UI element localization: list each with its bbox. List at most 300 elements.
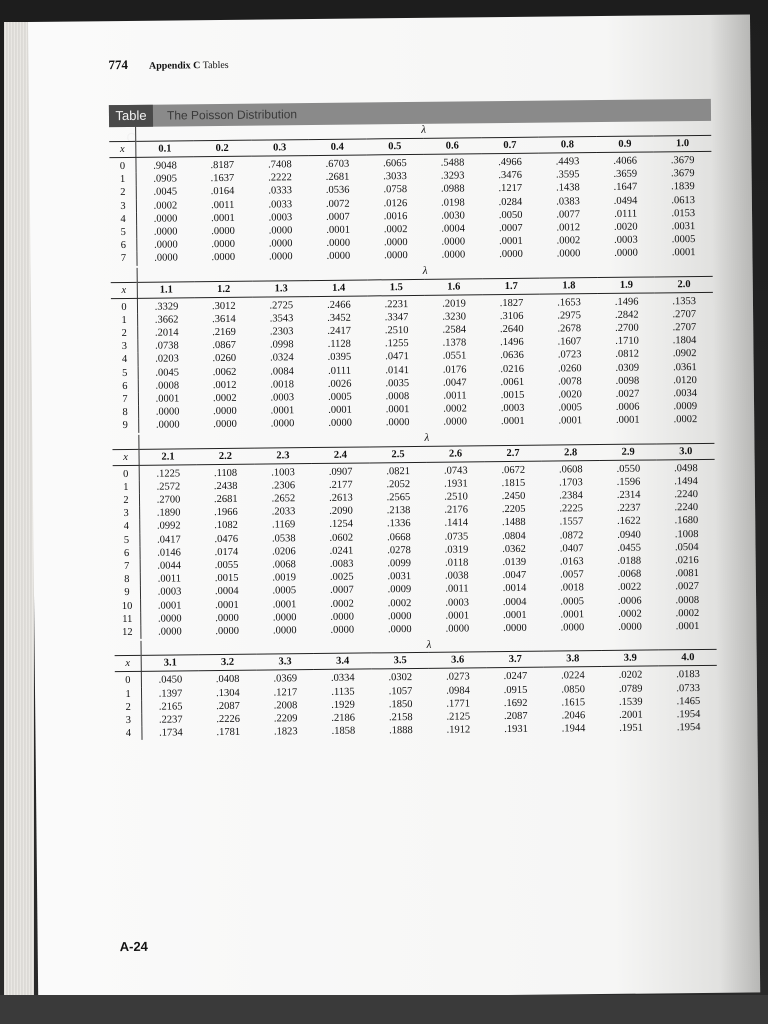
probability-cell: .2205: [501, 504, 526, 516]
probability-cell: .0001: [272, 598, 297, 611]
probability-cell: .1008: [674, 528, 699, 540]
lambda-header: 0.7: [481, 137, 539, 154]
probability-cell: .0361: [672, 361, 697, 373]
probability-cell: .1710: [615, 335, 639, 348]
probability-cell: .0867: [212, 340, 237, 352]
x-value: 4: [115, 727, 142, 740]
probability-cell: .0001: [270, 405, 295, 417]
x-value: 3: [113, 507, 140, 520]
probability-cell: .0735: [444, 531, 469, 543]
probability-cell: .0003: [500, 403, 525, 415]
probability-cell: .0241: [329, 545, 354, 557]
probability-cell: .1815: [501, 477, 526, 489]
probability-cell: .0758: [383, 184, 408, 196]
probability-cell: .0408: [215, 674, 240, 686]
probability-cell: .0000: [157, 613, 182, 625]
x-value: 6: [112, 380, 139, 393]
probability-cell: .1858: [331, 725, 356, 737]
probability-cell: .0613: [671, 194, 695, 206]
probability-cell: .0000: [441, 236, 466, 248]
probability-cell: .0002: [212, 392, 237, 405]
probability-cell: .1804: [672, 335, 697, 347]
probability-cell: .0000: [384, 250, 408, 262]
probability-cell: .0636: [500, 350, 524, 362]
x-value: 5: [112, 367, 139, 380]
probability-cell: .0000: [387, 624, 412, 636]
probability-cell: .0176: [442, 364, 467, 376]
lambda-header: 3.7: [486, 651, 544, 668]
probability-cell: .3329: [154, 301, 179, 313]
probability-cell: .0000: [326, 251, 351, 263]
lambda-header: 2.0: [655, 276, 713, 293]
probability-cell: .0902: [672, 348, 697, 360]
probability-cell: .0099: [387, 558, 412, 570]
lambda-symbol: λ: [422, 264, 428, 277]
probability-cell: .0139: [502, 556, 527, 569]
probability-cell: .1622: [617, 516, 641, 528]
probability-cell: .1465: [676, 695, 701, 707]
probability-cell: .0872: [559, 529, 584, 542]
probability-cell: .2237: [158, 714, 183, 726]
desk-background: [0, 995, 768, 1024]
x-column-header: x: [112, 449, 139, 465]
probability-cell: .2237: [616, 502, 641, 515]
probability-cell: .0020: [613, 221, 638, 233]
probability-cell: .0001: [385, 404, 410, 416]
probability-cell: .0006: [617, 595, 642, 607]
probability-cell: .0003: [614, 234, 638, 247]
probability-cell: .0940: [617, 529, 641, 541]
probability-cell: .1850: [388, 698, 413, 710]
probability-cell: .0498: [674, 462, 698, 474]
lambda-header: 0.4: [308, 139, 366, 156]
probability-cell: .0000: [211, 252, 236, 264]
probability-cell: .0000: [215, 612, 239, 624]
probability-cell: .0025: [329, 571, 354, 584]
probability-cell: .2158: [388, 711, 413, 724]
probability-cell: .0362: [502, 543, 526, 555]
probability-cell: .0031: [671, 221, 696, 233]
probability-cell: .0005: [327, 391, 352, 403]
probability-cell: .0450: [158, 674, 183, 686]
probability-cell: .1966: [214, 507, 238, 519]
probability-cell: .0000: [153, 213, 178, 225]
probability-cell: .0000: [153, 226, 178, 238]
lambda-header: 2.6: [427, 445, 485, 462]
probability-cell: .0015: [500, 389, 525, 402]
probability-cell: .0005: [558, 402, 583, 414]
probability-cell: .3595: [555, 169, 580, 181]
probability-cell: .2584: [442, 324, 467, 336]
probability-cell: .2222: [268, 172, 292, 184]
probability-cell: .1703: [559, 477, 583, 489]
x-column-header: x: [115, 656, 142, 672]
probability-cell: .1912: [446, 724, 471, 736]
probability-cell: .0001: [157, 600, 182, 612]
x-value: 11: [114, 613, 141, 626]
lambda-header: 2.3: [254, 447, 312, 464]
x-value: 8: [112, 406, 139, 419]
lambda-header: 2.8: [542, 444, 600, 461]
probability-cell: .0120: [673, 374, 697, 387]
probability-cell: .0077: [556, 209, 581, 221]
x-value: 2: [110, 186, 137, 199]
lambda-header: 0.3: [251, 140, 309, 157]
running-head: [108, 56, 228, 73]
probability-cell: .0045: [153, 186, 178, 199]
probability-cell: .0216: [675, 555, 699, 567]
probability-cell: .3659: [613, 168, 638, 181]
probability-cell: .2510: [444, 491, 468, 503]
probability-cell: .1057: [388, 685, 413, 697]
probability-cell: .2014: [154, 327, 179, 339]
x-value: 0: [115, 672, 142, 688]
probability-cell: .0319: [444, 544, 469, 556]
probability-cell: .0000: [556, 248, 581, 260]
probability-cell: .0126: [383, 197, 408, 209]
probability-cell: .0118: [445, 557, 469, 569]
probability-cell: .0044: [157, 560, 182, 572]
probability-cell: .0153: [671, 207, 696, 220]
lambda-header: 2.9: [599, 444, 657, 461]
probability-cell: .2700: [615, 322, 639, 334]
probability-cell: .0012: [556, 222, 581, 234]
probability-cell: .0278: [387, 544, 411, 557]
lambda-header: 2.4: [312, 447, 370, 464]
poisson-tables: [109, 121, 717, 743]
probability-cell: .5488: [440, 157, 465, 169]
probability-cell: .3230: [442, 311, 466, 323]
probability-cell: .0001: [560, 609, 585, 621]
probability-cell: .2001: [619, 709, 643, 721]
x-value: 0: [109, 157, 136, 173]
probability-cell: .0988: [440, 183, 465, 196]
lambda-header: 0.1: [136, 141, 194, 158]
probability-cell: .1225: [156, 468, 181, 480]
page-number: 774: [108, 56, 129, 73]
lambda-header: 1.0: [654, 135, 712, 152]
probability-cell: .0002: [153, 200, 178, 212]
probability-cell: .2226: [216, 713, 240, 725]
probability-cell: .2707: [672, 322, 697, 334]
probability-cell: .0000: [326, 237, 351, 250]
lambda-header: 2.7: [484, 445, 542, 462]
lambda-header: 3.3: [256, 654, 314, 671]
probability-cell: .0001: [328, 404, 352, 417]
probability-cell: .0146: [157, 547, 181, 559]
probability-cell: .0018: [560, 582, 584, 594]
probability-cell: .0188: [617, 555, 642, 567]
probability-cell: .1839: [671, 181, 695, 193]
x-value: 4: [110, 213, 137, 226]
probability-cell: .0001: [326, 224, 350, 236]
lambda-header: 3.2: [199, 654, 257, 671]
probability-cell: .0000: [153, 239, 178, 251]
lambda-header: 3.9: [601, 650, 659, 667]
probability-cell: .1653: [557, 296, 581, 309]
x-value: 1: [110, 173, 137, 186]
probability-cell: .0247: [503, 671, 528, 683]
probability-cell: .0504: [674, 541, 699, 554]
probability-cell: .2466: [327, 299, 351, 311]
probability-cell: .6703: [325, 158, 350, 170]
lambda-symbol: λ: [424, 431, 430, 444]
probability-cell: .0000: [614, 248, 638, 260]
probability-cell: .2652: [271, 493, 296, 505]
probability-cell: .0804: [502, 530, 526, 542]
probability-cell: .1771: [446, 698, 471, 710]
probability-cell: .0035: [385, 377, 410, 390]
probability-cell: .1438: [555, 182, 580, 194]
probability-cell: .2842: [614, 309, 639, 321]
lambda-header: 1.4: [310, 280, 368, 297]
probability-cell: .0383: [556, 195, 580, 208]
x-value: 3: [111, 340, 138, 353]
probability-cell: .4966: [498, 156, 522, 169]
probability-cell: .0005: [272, 585, 297, 597]
probability-cell: .0476: [214, 533, 239, 545]
probability-cell: .8187: [210, 159, 235, 172]
probability-cell: .3679: [670, 168, 695, 180]
probability-cell: .0078: [558, 376, 582, 388]
probability-cell: .0062: [212, 366, 237, 378]
lambda-header: 1.9: [598, 277, 656, 294]
probability-cell: .2240: [674, 489, 699, 501]
probability-cell: .1496: [500, 337, 524, 349]
lambda-header: 1.8: [540, 277, 598, 294]
probability-cell: .2209: [273, 713, 298, 725]
book-page: [28, 14, 760, 1000]
footer-page-number: A-24: [119, 938, 148, 955]
probability-cell: .0536: [325, 185, 350, 197]
probability-cell: .0002: [673, 414, 698, 426]
probability-cell: .0224: [561, 670, 585, 682]
probability-cell: .1954: [676, 722, 701, 734]
table-label: Table C: [109, 105, 153, 127]
probability-cell: .2681: [213, 493, 238, 506]
x-value: 0: [111, 298, 138, 314]
probability-cell: .0000: [387, 610, 412, 623]
probability-cell: .1304: [215, 687, 240, 699]
probability-cell: .0004: [214, 586, 239, 598]
probability-cell: .2169: [212, 326, 236, 339]
probability-cell: .3347: [384, 311, 409, 324]
probability-cell: .0203: [155, 353, 179, 366]
probability-cell: .0789: [618, 683, 643, 695]
probability-cell: .0003: [270, 392, 295, 404]
lambda-header: 1.7: [482, 278, 540, 295]
probability-cell: .0011: [443, 390, 467, 402]
probability-cell: .0002: [387, 597, 412, 609]
appendix-title: Tables: [202, 59, 229, 72]
probability-cell: .0000: [268, 225, 293, 237]
probability-cell: .2306: [271, 480, 296, 492]
probability-cell: .0084: [270, 365, 294, 378]
probability-cell: .0003: [268, 212, 293, 224]
probability-cell: .0011: [157, 573, 182, 585]
lambda-header: 1.3: [252, 280, 310, 297]
probability-cell: .0009: [673, 401, 698, 413]
probability-cell: .2510: [384, 325, 409, 337]
running-title: [149, 60, 229, 72]
probability-cell: .0009: [387, 584, 412, 596]
probability-cell: .0011: [211, 199, 235, 211]
probability-cell: .2176: [444, 504, 469, 516]
probability-cell: .1397: [158, 687, 183, 700]
probability-cell: .0008: [155, 380, 180, 392]
probability-cell: .1108: [213, 467, 238, 479]
probability-cell: .0206: [272, 546, 296, 558]
probability-cell: .2087: [216, 700, 240, 712]
probability-cell: .1135: [331, 686, 355, 698]
probability-cell: .0002: [618, 608, 642, 620]
probability-cell: .0004: [441, 223, 466, 235]
probability-cell: .0000: [328, 418, 352, 430]
probability-cell: .0083: [329, 558, 354, 570]
probability-cell: .1254: [329, 519, 354, 531]
x-value: 2: [111, 327, 138, 340]
probability-cell: .1217: [273, 686, 298, 698]
lambda-header: 0.8: [539, 137, 597, 154]
probability-cell: .1128: [327, 338, 351, 351]
probability-cell: .0055: [214, 559, 239, 572]
probability-cell: .0022: [617, 582, 642, 594]
probability-cell: .0045: [155, 367, 180, 379]
probability-cell: .0183: [676, 669, 700, 681]
probability-cell: .1637: [210, 173, 235, 185]
probability-cell: .0098: [615, 375, 640, 387]
lambda-header: 3.4: [314, 653, 372, 670]
probability-cell: .2700: [156, 494, 181, 506]
probability-cell: .0000: [441, 249, 466, 262]
probability-cell: .0551: [442, 350, 467, 363]
probability-cell: .2087: [503, 710, 528, 722]
probability-cell: .1615: [561, 696, 586, 709]
probability-cell: .0907: [328, 466, 353, 478]
probability-cell: .0002: [443, 403, 467, 415]
probability-cell: .0007: [330, 585, 354, 597]
probability-cell: .0000: [503, 622, 527, 635]
probability-cell: .0821: [386, 465, 411, 477]
probability-cell: .0030: [441, 210, 465, 222]
lambda-header: 0.6: [423, 138, 481, 155]
probability-cell: .9048: [153, 160, 177, 172]
probability-cell: .0000: [270, 418, 295, 430]
lambda-header: 0.2: [193, 140, 251, 157]
probability-cell: .0072: [325, 198, 350, 210]
probability-cell: .2177: [328, 479, 353, 491]
probability-cell: .0000: [211, 239, 236, 251]
probability-cell: .2438: [213, 480, 238, 492]
x-value: 3: [115, 714, 142, 727]
lambda-header: 2.5: [369, 446, 427, 463]
x-value: 1: [113, 481, 140, 494]
probability-cell: .0001: [155, 393, 180, 405]
probability-cell: .0000: [385, 417, 410, 429]
lambda-header: 0.5: [366, 138, 424, 155]
probability-cell: .0141: [385, 364, 409, 376]
probability-cell: .0309: [615, 362, 640, 374]
probability-cell: .0000: [215, 625, 240, 638]
x-value: 3: [110, 199, 137, 212]
probability-cell: .0395: [327, 352, 352, 364]
x-value: 8: [114, 573, 141, 586]
x-value: 1: [111, 314, 138, 327]
probability-cell: .0027: [615, 388, 640, 400]
probability-cell: .2565: [386, 492, 411, 504]
probability-cell: .4493: [555, 156, 580, 168]
probability-cell: .0000: [445, 623, 470, 635]
lambda-symbol: λ: [426, 638, 432, 651]
probability-cell: .3033: [383, 171, 407, 183]
probability-cell: .0668: [387, 531, 411, 543]
probability-cell: .0006: [615, 401, 640, 414]
probability-cell: .0333: [268, 185, 293, 197]
probability-cell: .2725: [269, 299, 294, 312]
probability-cell: .0003: [445, 597, 469, 609]
probability-cell: .1414: [444, 517, 469, 530]
probability-cell: .0001: [445, 610, 470, 622]
probability-cell: .0000: [499, 249, 523, 261]
probability-cell: .0216: [500, 363, 525, 375]
probability-cell: .1890: [156, 507, 181, 519]
probability-cell: .0000: [213, 406, 237, 418]
probability-cell: .1647: [613, 182, 638, 194]
x-value: 6: [110, 239, 137, 252]
probability-cell: .1217: [498, 183, 523, 195]
probability-cell: .0001: [500, 416, 525, 428]
probability-cell: .0174: [214, 546, 239, 558]
probability-cell: .1931: [504, 723, 528, 736]
lambda-header: 1.6: [425, 278, 483, 295]
probability-cell: .2240: [674, 502, 699, 514]
probability-cell: .2165: [158, 701, 183, 713]
probability-cell: .0915: [503, 684, 528, 696]
probability-cell: .1944: [561, 723, 586, 735]
probability-cell: .0455: [617, 542, 642, 554]
x-value: 0: [113, 465, 140, 481]
probability-cell: .0284: [498, 196, 523, 208]
probability-cell: .0003: [157, 586, 182, 599]
probability-cell: .0001: [615, 415, 640, 427]
probability-cell: .0026: [327, 378, 352, 390]
probability-cell: .0000: [155, 406, 180, 418]
probability-cell: .2678: [557, 323, 582, 335]
probability-cell: .0369: [273, 673, 298, 685]
probability-cell: .3012: [211, 300, 236, 312]
probability-cell: .2417: [327, 325, 352, 337]
probability-cell: .0001: [499, 236, 523, 248]
probability-cell: .0417: [157, 534, 181, 546]
probability-cell: .0738: [155, 340, 179, 352]
probability-cell: .0602: [329, 532, 354, 544]
probability-cell: .2231: [384, 298, 409, 310]
probability-cell: .2640: [499, 323, 524, 336]
probability-cell: .0034: [673, 388, 698, 400]
probability-cell: .0001: [215, 599, 239, 611]
probability-cell: .0000: [268, 251, 293, 263]
probability-cell: .2572: [156, 481, 181, 493]
probability-cell: .1496: [614, 296, 639, 308]
probability-cell: .1680: [674, 515, 699, 527]
lambda-header: 4.0: [659, 650, 717, 667]
probability-cell: .1539: [618, 696, 643, 708]
probability-cell: .0005: [671, 234, 696, 246]
probability-cell: .0000: [154, 252, 178, 265]
probability-cell: .0260: [557, 362, 582, 375]
lambda-header: 1.1: [137, 281, 195, 298]
probability-cell: .0001: [675, 621, 700, 633]
